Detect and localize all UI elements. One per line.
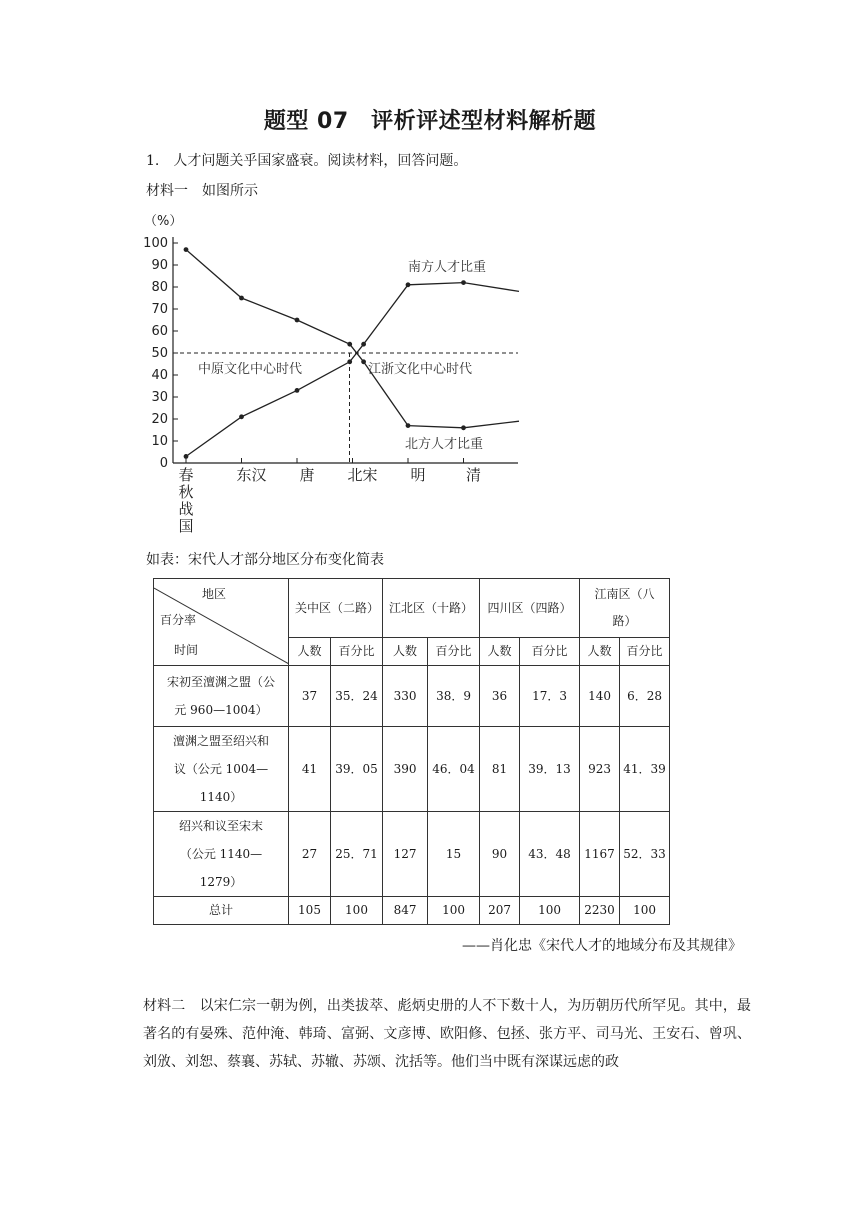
- table-caption: 如表：宋代人才部分地区分布变化简表: [146, 552, 384, 568]
- table-cell: 2230: [580, 897, 620, 925]
- question-number: 1.: [146, 153, 160, 169]
- y-tick-label: 30: [151, 390, 168, 405]
- table-cell: 39．05: [331, 727, 383, 812]
- table-cell: 43．48: [520, 812, 580, 897]
- x-tick-label: 清: [465, 466, 482, 484]
- data-point: [295, 388, 300, 393]
- table-cell: 27: [289, 812, 331, 897]
- data-point: [361, 342, 366, 347]
- corner-rate-label: 百分率: [160, 613, 197, 627]
- table-cell: 100: [620, 897, 670, 925]
- table-cell: 35．24: [331, 666, 383, 727]
- south-series-label: 南方人才比重: [408, 259, 487, 275]
- x-tick-label: 国: [178, 517, 194, 535]
- table-cell: 17．3: [520, 666, 580, 727]
- material2-label: 材料二: [143, 998, 186, 1014]
- data-point: [406, 282, 411, 287]
- table-cell: 6．28: [620, 666, 670, 727]
- table-cell: 39．13: [520, 727, 580, 812]
- table-cell: 38．9: [428, 666, 480, 727]
- y-tick-label: 0: [159, 456, 168, 471]
- y-tick-label: 10: [151, 434, 168, 449]
- y-tick-label: 100: [143, 236, 168, 251]
- table-cell: 81: [480, 727, 520, 812]
- material1-line: [146, 180, 258, 200]
- material1-text: 如图所示: [202, 183, 258, 199]
- y-tick-label: 70: [151, 302, 168, 317]
- table-cell: 37: [289, 666, 331, 727]
- material2-text: 以宋仁宗一朝为例，出类拔萃、彪炳史册的人不下数十人，为历朝历代所罕见。其中，最著名的有晏殊、范仲淹、韩琦、富弼、文彦博、欧阳修、包拯、张方平、司马光、王安石、曾巩、刘攽、刘恕、蔡襄、苏轼、苏辙、苏颂、沈括等。他们当中既有深谋远虑的政: [143, 998, 752, 1070]
- era-annotation-jiangzhe: 江浙文化中心时代: [368, 362, 473, 377]
- table-period-cell: 宋初至澶渊之盟（公元 960—1004）: [154, 666, 289, 727]
- x-tick-label: 战: [178, 500, 194, 518]
- table-cell: 100: [428, 897, 480, 925]
- data-point: [461, 425, 466, 430]
- data-point: [347, 359, 352, 364]
- x-tick-label: 春: [178, 466, 194, 484]
- table-subheader-count: 人数: [383, 638, 428, 666]
- table-cell: 41．39: [620, 727, 670, 812]
- table-cell: 52．33: [620, 812, 670, 897]
- table-header-region: 关中区（二路）: [289, 579, 383, 638]
- north-series-line: [186, 250, 519, 428]
- data-point: [461, 280, 466, 285]
- table-subheader-percent: 百分比: [331, 638, 383, 666]
- data-point: [184, 454, 189, 459]
- table-cell: 36: [480, 666, 520, 727]
- table-cell: 330: [383, 666, 428, 727]
- talent-distribution-table: [153, 578, 670, 925]
- y-unit-label: （%）: [144, 214, 183, 229]
- data-point: [406, 423, 411, 428]
- table-subheader-percent: 百分比: [620, 638, 670, 666]
- y-tick-label: 90: [151, 258, 168, 273]
- table-period-cell: 总计: [154, 897, 289, 925]
- table-row: [154, 812, 670, 897]
- table-subheader-count: 人数: [289, 638, 331, 666]
- y-tick-label: 60: [151, 324, 168, 339]
- data-point: [239, 414, 244, 419]
- page-title: 题型 07 评析评述型材料解析题: [263, 109, 597, 134]
- corner-region-label: 地区: [202, 587, 227, 601]
- y-tick-label: 20: [151, 412, 168, 427]
- table-cell: 41: [289, 727, 331, 812]
- table-period-cell: 绍兴和议至宋末（公元 1140—1279）: [154, 812, 289, 897]
- table-cell: 390: [383, 727, 428, 812]
- table-cell: 46．04: [428, 727, 480, 812]
- table-cell: 100: [331, 897, 383, 925]
- material1-label: 材料一: [146, 183, 188, 199]
- table-row: [154, 666, 670, 727]
- table-cell: 923: [580, 727, 620, 812]
- y-tick-label: 50: [151, 346, 168, 361]
- x-tick-label: 明: [410, 466, 426, 484]
- table-cell: 105: [289, 897, 331, 925]
- table-cell: 127: [383, 812, 428, 897]
- table-header-region: 四川区（四路）: [480, 579, 580, 638]
- source-citation: ——肖化忠《宋代人才的地域分布及其规律》: [462, 938, 742, 954]
- table-cell: 15: [428, 812, 480, 897]
- data-point: [347, 342, 352, 347]
- table-subheader-percent: 百分比: [520, 638, 580, 666]
- x-tick-label: 唐: [299, 466, 315, 484]
- x-tick-label: 秋: [178, 483, 194, 501]
- data-point: [184, 247, 189, 252]
- north-series-label: 北方人才比重: [405, 436, 484, 452]
- table-total-row: [154, 897, 670, 925]
- question-text: 人才问题关乎国家盛衰。阅读材料，回答问题。: [173, 153, 468, 169]
- data-point: [361, 359, 366, 364]
- table-header-region: 江北区（十路）: [383, 579, 480, 638]
- x-tick-label: 北宋: [347, 466, 378, 484]
- data-point: [295, 318, 300, 323]
- table-cell: 1167: [580, 812, 620, 897]
- y-tick-label: 40: [151, 368, 168, 383]
- table-cell: 90: [480, 812, 520, 897]
- table-cell: 25．71: [331, 812, 383, 897]
- table-subheader-count: 人数: [580, 638, 620, 666]
- y-tick-label: 80: [151, 280, 168, 295]
- table-row: [154, 727, 670, 812]
- table-cell: 140: [580, 666, 620, 727]
- table-cell: 100: [520, 897, 580, 925]
- table-corner-cell: [154, 579, 289, 666]
- x-tick-label: 东汉: [236, 466, 267, 484]
- table-subheader-count: 人数: [480, 638, 520, 666]
- table-period-cell: 澶渊之盟至绍兴和议（公元 1004—1140）: [154, 727, 289, 812]
- material2-paragraph: [143, 992, 751, 1076]
- table-cell: 847: [383, 897, 428, 925]
- data-point: [239, 296, 244, 301]
- era-annotation-central-plains: 中原文化中心时代: [198, 362, 303, 377]
- question-line: [146, 150, 467, 170]
- table-header-region: 江南区（八路）: [580, 579, 670, 638]
- table-cell: 207: [480, 897, 520, 925]
- table-subheader-percent: 百分比: [428, 638, 480, 666]
- talent-ratio-line-chart: [140, 205, 530, 545]
- corner-time-label: 时间: [174, 643, 199, 657]
